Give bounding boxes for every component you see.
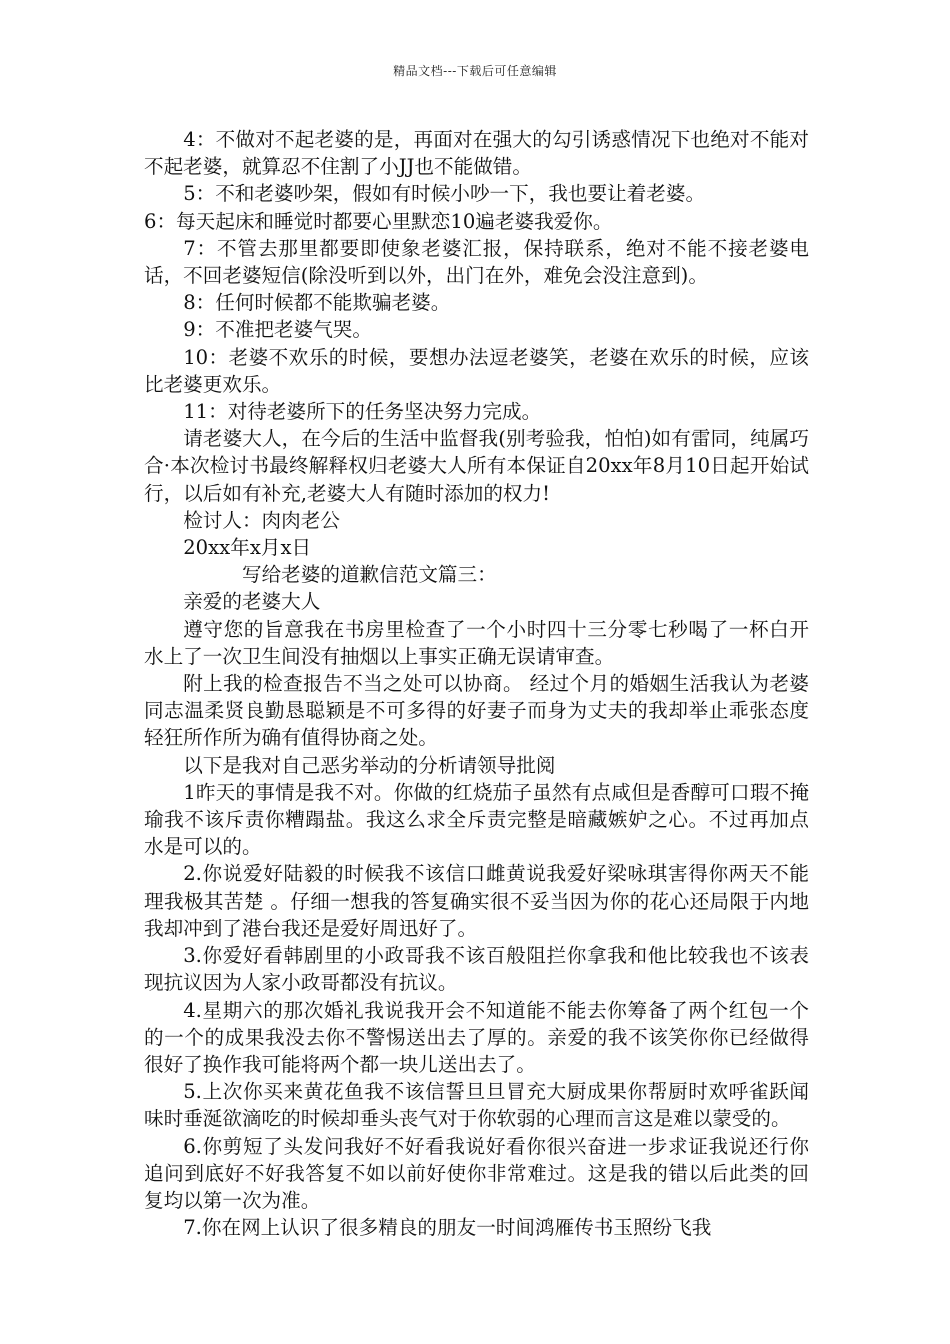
- paragraph: 4：不做对不起老婆的是，再面对在强大的勾引诱惑情况下也绝对不能对不起老婆，就算忍不住割了小JJ也不能做错。: [144, 128, 809, 179]
- paragraph: 以下是我对自己恶劣举动的分析请领导批阅: [183, 753, 556, 777]
- paragraph: 1昨天的事情是我不对。你做的红烧茄子虽然有点咸但是香醇可口瑕不掩瑜我不该斥责你糟蹋盐。我这么求全斥责完整是暗藏嫉妒之心。不过再加点水是可以的。: [144, 780, 809, 859]
- paragraph: 5.上次你买来黄花鱼我不该信誓旦旦冒充大厨成果你帮厨时欢呼雀跃闻味时垂涎欲滴吃的时候却垂头丧气对于你软弱的心理而言这是难以蒙受的。: [144, 1080, 809, 1131]
- paragraph: 4.星期六的那次婚礼我说我开会不知道能不能去你筹备了两个红包一个的一个的成果我没去你不警惕送出去了厚的。亲爱的我不该笑你你已经做得很好了换作我可能将两个都一块儿送出去了。: [144, 998, 809, 1076]
- paragraph: 6：每天起床和睡觉时都要心里默恋10遍老婆我爱你。: [144, 209, 613, 233]
- paragraph: 8：任何时候都不能欺骗老婆。: [183, 291, 451, 315]
- page-header: 精品文档---下载后可任意编辑: [393, 64, 557, 78]
- paragraph: 3.你爱好看韩剧里的小政哥我不该百般阻拦你拿我和他比较我也不该表现抗议因为人家小政哥都没有抗议。: [144, 944, 809, 995]
- section-heading: 写给老婆的道歉信范文篇三：: [242, 563, 497, 587]
- paragraph: 7：不管去那里都要即使象老婆汇报，保持联系，绝对不能不接老婆电话，不回老婆短信(除没听到以外，出门在外，难免会没注意到)。: [144, 236, 809, 288]
- paragraph: 遵守您的旨意我在书房里检查了一个小时四十三分零七秒喝了一杯白开水上了一次卫生间没有抽烟以上事实正确无误请审查。: [144, 617, 809, 668]
- paragraph: 11：对待老婆所下的任务坚决努力完成。: [183, 400, 542, 424]
- paragraph: 附上我的检查报告不当之处可以协商。 经过个月的婚姻生活我认为老婆同志温柔贤良勤恳聪颖是不可多得的好妻子而身为丈夫的我却举止乖张态度轻狂所作所为确有值得协商之处。: [144, 672, 809, 750]
- signature-line: 检讨人：肉肉老公: [183, 508, 340, 532]
- paragraph: 2.你说爱好陆毅的时候我不该信口雌黄说我爱好梁咏琪害得你两天不能理我极其苦楚 。仔细一想我的答复确实很不妥当因为你的花心还局限于内地我却冲到了港台我还是爱好周迅好了。: [144, 862, 809, 940]
- paragraph: 7.你在网上认识了很多精良的朋友一时间鸿雁传书玉照纷飞我: [183, 1216, 712, 1240]
- paragraph: 9：不准把老婆气哭。: [183, 318, 372, 342]
- date-line: 20xx年x月x日: [183, 536, 312, 560]
- salutation: 亲爱的老婆大人: [183, 590, 321, 614]
- paragraph: 5：不和老婆吵架，假如有时候小吵一下，我也要让着老婆。: [183, 182, 706, 206]
- paragraph: 请老婆大人，在今后的生活中监督我(别考验我，怕怕)如有雷同，纯属巧合·本次检讨书最终解释权归老婆大人所有本保证自20xx年8月10日起开始试行，以后如有补充,老婆大人有随时添加的权力!: [144, 427, 809, 505]
- document-body: [144, 126, 809, 1241]
- paragraph: 6.你剪短了头发问我好不好看我说好看你很兴奋进一步求证我说还行你追问到底好不好我答复不如以前好使你非常难过。这是我的错以后此类的回复均以第一次为准。: [144, 1134, 809, 1212]
- paragraph: 10：老婆不欢乐的时候，要想办法逗老婆笑，老婆在欢乐的时候，应该比老婆更欢乐。: [144, 345, 809, 396]
